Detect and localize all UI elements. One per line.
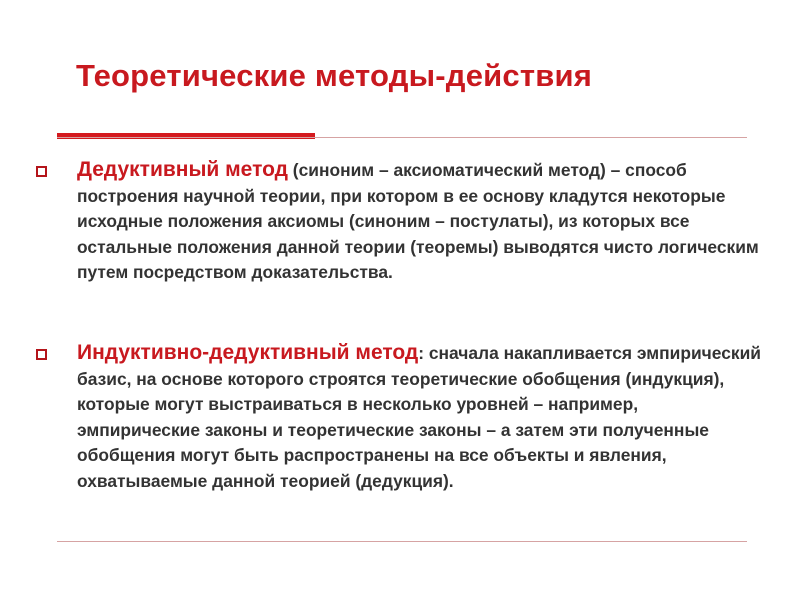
bullet-term: Индуктивно-дедуктивный метод: [77, 341, 419, 364]
bullet-item-deductive-method: [30, 157, 765, 286]
bullet-text: [77, 340, 765, 495]
square-bullet-icon: [36, 166, 47, 177]
bullet-description: : сначала накапливается эмпирический базис, на основе которого строятся теоретические обобщения (индукция), которые могут выстраиваться в несколько уровней – например, эмпирические законы и теоретические законы – а затем эти полученные обобщения могут быть распространены на все объекты и явления, охватываемые данной теорией (дедукция).: [77, 343, 761, 491]
bullet-term: Дедуктивный метод: [77, 158, 288, 181]
title-underline-thin: [57, 137, 747, 138]
square-bullet-icon: [36, 349, 47, 360]
bullet-text: [77, 157, 765, 286]
bullet-description: (синоним – аксиоматический метод) – способ построения научной теории, при котором в ее основу кладутся некоторые исходные положения аксиомы (синоним – постулаты), из которых все остальные положения данной теории (теоремы) выводятся чисто логическим путем посредством доказательства.: [77, 160, 759, 283]
bullet-item-inductive-deductive-method: [30, 340, 765, 495]
bottom-divider: [57, 541, 747, 542]
title-underline-accent: [57, 133, 315, 139]
slide-title: Теоретические методы-действия: [76, 58, 593, 93]
